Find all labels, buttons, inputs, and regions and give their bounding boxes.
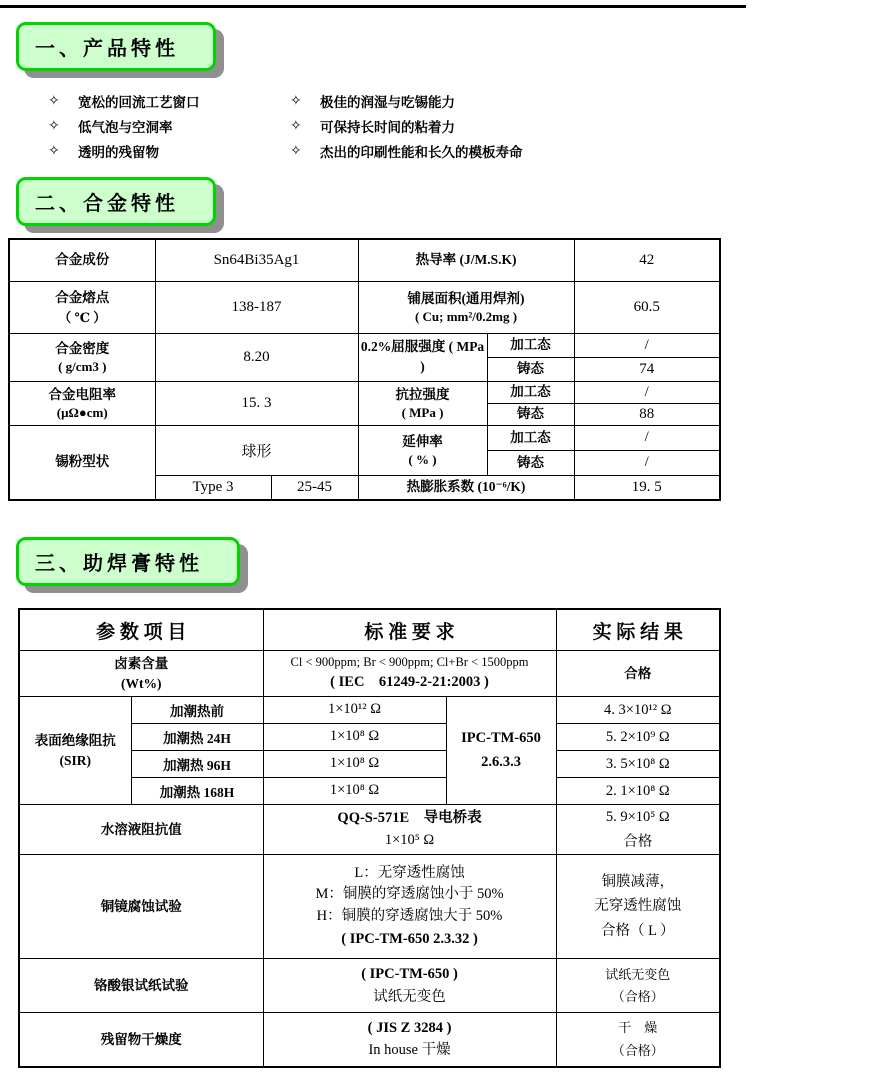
flux-properties-table (18, 608, 721, 1068)
section-title-product-features: 一、产品特性 (16, 22, 216, 71)
cte-value: 19. 5 (574, 475, 720, 500)
feature-text: 极佳的润湿与吃锡能力 (320, 94, 455, 110)
alloy-properties-table (8, 238, 721, 501)
list-item (290, 138, 523, 163)
method-line: IPC-TM-650 (461, 730, 541, 747)
spread-area-value: 60.5 (574, 281, 720, 333)
elongation-cast-value: / (574, 450, 720, 475)
diamond-star-icon: ✧ (290, 117, 302, 133)
density-value: 8.20 (155, 333, 358, 381)
table-row (9, 333, 720, 357)
section-title-flux-properties: 三、助焊膏特性 (16, 537, 240, 586)
result-line: 无穿透性腐蚀 (594, 898, 682, 915)
powder-shape-label: 锡粉型状 (9, 425, 155, 500)
feature-text: 可保持长时间的粘着力 (320, 119, 455, 135)
standard-line: 试纸无变色 (373, 988, 446, 1005)
standard-ref: ( IPC-TM-650 2.3.32 ) (341, 930, 478, 947)
sir-result: 4. 3×10¹² Ω (556, 697, 720, 724)
product-feature-list (48, 88, 523, 163)
powder-type-value: Type 3 (155, 475, 271, 500)
halogen-standard (263, 651, 556, 697)
sir-condition: 加潮热 168H (131, 778, 263, 805)
header-parameter: 参 数 项 目 (19, 609, 263, 651)
label-line: 合金电阻率 (48, 387, 116, 403)
list-item (290, 113, 523, 138)
tensile-worked-value: / (574, 381, 720, 403)
sir-standard: 1×10⁸ Ω (263, 778, 446, 805)
silver-chromate-label: 铬酸银试纸试验 (19, 959, 263, 1013)
result-line: （合格） (611, 1042, 664, 1058)
copper-mirror-label: 铜镜腐蚀试验 (19, 855, 263, 959)
diamond-star-icon: ✧ (48, 117, 60, 133)
sir-method (446, 697, 556, 805)
table-row (9, 381, 720, 403)
list-item (48, 88, 290, 113)
result-line: 试纸无变色 (605, 966, 671, 982)
copper-mirror-standard (263, 855, 556, 959)
thermal-conductivity-value: 42 (574, 239, 720, 281)
standard-line: L：无穿透性腐蚀 (354, 864, 465, 881)
powder-range-value: 25-45 (271, 475, 358, 500)
list-item (290, 88, 523, 113)
feature-text: 杰出的印刷性能和长久的模板寿命 (320, 144, 523, 160)
label-line: 抗拉强度 (395, 387, 450, 403)
top-divider (0, 5, 746, 8)
sir-standard: 1×10¹² Ω (263, 697, 446, 724)
method-line: 2.6.3.3 (481, 753, 521, 770)
section-title-alloy-properties: 二、合金特性 (16, 177, 216, 226)
worked-state-label: 加工态 (487, 381, 574, 403)
diamond-star-icon: ✧ (290, 142, 302, 158)
feature-text: 透明的残留物 (78, 144, 159, 160)
silver-chromate-standard (263, 959, 556, 1013)
table-row (19, 1013, 720, 1067)
sir-standard: 1×10⁸ Ω (263, 724, 446, 751)
water-resistance-label: 水溶液阻抗值 (19, 805, 263, 855)
label-line: 合金熔点 (55, 289, 110, 305)
label-line: 合金密度 (55, 341, 110, 357)
tensile-strength-label (358, 381, 487, 425)
yield-worked-value: / (574, 333, 720, 357)
table-row (9, 239, 720, 281)
water-resistance-standard (263, 805, 556, 855)
elongation-label (358, 425, 487, 475)
diamond-star-icon: ✧ (290, 92, 302, 108)
table-row (19, 805, 720, 855)
result-line: （合格） (611, 988, 664, 1004)
sir-result: 2. 1×10⁸ Ω (556, 778, 720, 805)
unit-line: (μΩ●cm) (56, 404, 108, 420)
resistivity-label (9, 381, 155, 425)
label-line: 卤素含量 (114, 655, 169, 671)
standard-ref: ( IPC-TM-650 ) (361, 966, 458, 983)
melting-point-label (9, 281, 155, 333)
spread-area-label (358, 281, 574, 333)
unit-line: (Wt%) (121, 675, 162, 691)
result-line: 铜膜减薄， (601, 873, 675, 890)
unit-line: ( Cu; mm²/0.2mg ) (414, 308, 518, 324)
table-row (19, 651, 720, 697)
standard-line: QQ-S-571E 导电桥表 (337, 810, 482, 827)
cast-state-label: 铸态 (487, 357, 574, 381)
alloy-composition-label: 合金成份 (9, 239, 155, 281)
sir-condition: 加潮热 96H (131, 751, 263, 778)
tensile-cast-value: 88 (574, 403, 720, 425)
yield-cast-value: 74 (574, 357, 720, 381)
standard-ref: ( JIS Z 3284 ) (367, 1020, 452, 1037)
standard-line: Cl < 900ppm; Br < 900ppm; Cl+Br < 1500ppm (290, 654, 529, 669)
residue-dryness-result (556, 1013, 720, 1067)
feature-column-right (290, 88, 523, 163)
standard-line: M：铜膜的穿透腐蚀小于 50% (315, 886, 504, 903)
cte-label: 热膨胀系数 (10⁻⁶/K) (358, 475, 574, 500)
cast-state-label: 铸态 (487, 450, 574, 475)
feature-text: 宽松的回流工艺窗口 (78, 94, 200, 110)
table-row (9, 281, 720, 333)
halogen-label (19, 651, 263, 697)
sir-label: 表面绝缘阻抗 (SIR) (19, 697, 131, 805)
residue-dryness-label: 残留物干燥度 (19, 1013, 263, 1067)
worked-state-label: 加工态 (487, 333, 574, 357)
standard-line: 1×10⁵ Ω (384, 832, 435, 849)
label-line: 铺展面积(通用焊剂) (407, 291, 525, 307)
feature-column-left (48, 88, 290, 163)
table-row (19, 855, 720, 959)
powder-shape-value: 球形 (155, 425, 358, 475)
residue-dryness-standard (263, 1013, 556, 1067)
table-row (19, 959, 720, 1013)
water-resistance-result (556, 805, 720, 855)
unit-line: ( g/cm3 ) (58, 358, 107, 374)
feature-text: 低气泡与空洞率 (78, 119, 173, 135)
density-label (9, 333, 155, 381)
result-line: 5. 9×10⁵ Ω (605, 809, 670, 825)
sir-condition: 加潮热前 (131, 697, 263, 724)
silver-chromate-result (556, 959, 720, 1013)
diamond-star-icon: ✧ (48, 142, 60, 158)
cast-state-label: 铸态 (487, 403, 574, 425)
sir-condition: 加潮热 24H (131, 724, 263, 751)
sir-result: 5. 2×10⁹ Ω (556, 724, 720, 751)
thermal-conductivity-label: 热导率 (J/M.S.K) (358, 239, 574, 281)
header-standard: 标 准 要 求 (263, 609, 556, 651)
list-item (48, 113, 290, 138)
alloy-composition-value: Sn64Bi35Ag1 (155, 239, 358, 281)
table-row (9, 425, 720, 450)
result-line: 合格 (623, 833, 653, 850)
unit-line: ( MPa ) (401, 404, 444, 420)
list-item (48, 138, 290, 163)
header-result: 实 际 结 果 (556, 609, 720, 651)
worked-state-label: 加工态 (487, 425, 574, 450)
elongation-worked-value: / (574, 425, 720, 450)
yield-strength-label: 0.2%屈服强度 ( MPa ) (358, 333, 487, 381)
sir-result: 3. 5×10⁸ Ω (556, 751, 720, 778)
sir-standard: 1×10⁸ Ω (263, 751, 446, 778)
resistivity-value: 15. 3 (155, 381, 358, 425)
standard-line: H：铜膜的穿透腐蚀大于 50% (316, 908, 503, 925)
unit-line: （ ℃ ） (58, 310, 107, 326)
unit-line: ( % ) (408, 451, 437, 467)
standard-ref: ( IEC 61249-2-21:2003 ) (330, 674, 489, 691)
melting-point-value: 138-187 (155, 281, 358, 333)
table-row (19, 697, 720, 724)
result-line: 合格（ L ） (600, 923, 675, 940)
table-header-row (19, 609, 720, 651)
standard-line: In house 干燥 (368, 1042, 451, 1059)
result-line: 干 燥 (618, 1020, 658, 1036)
halogen-result: 合格 (556, 651, 720, 697)
copper-mirror-result (556, 855, 720, 959)
diamond-star-icon: ✧ (48, 92, 60, 108)
label-line: 延伸率 (402, 434, 443, 450)
